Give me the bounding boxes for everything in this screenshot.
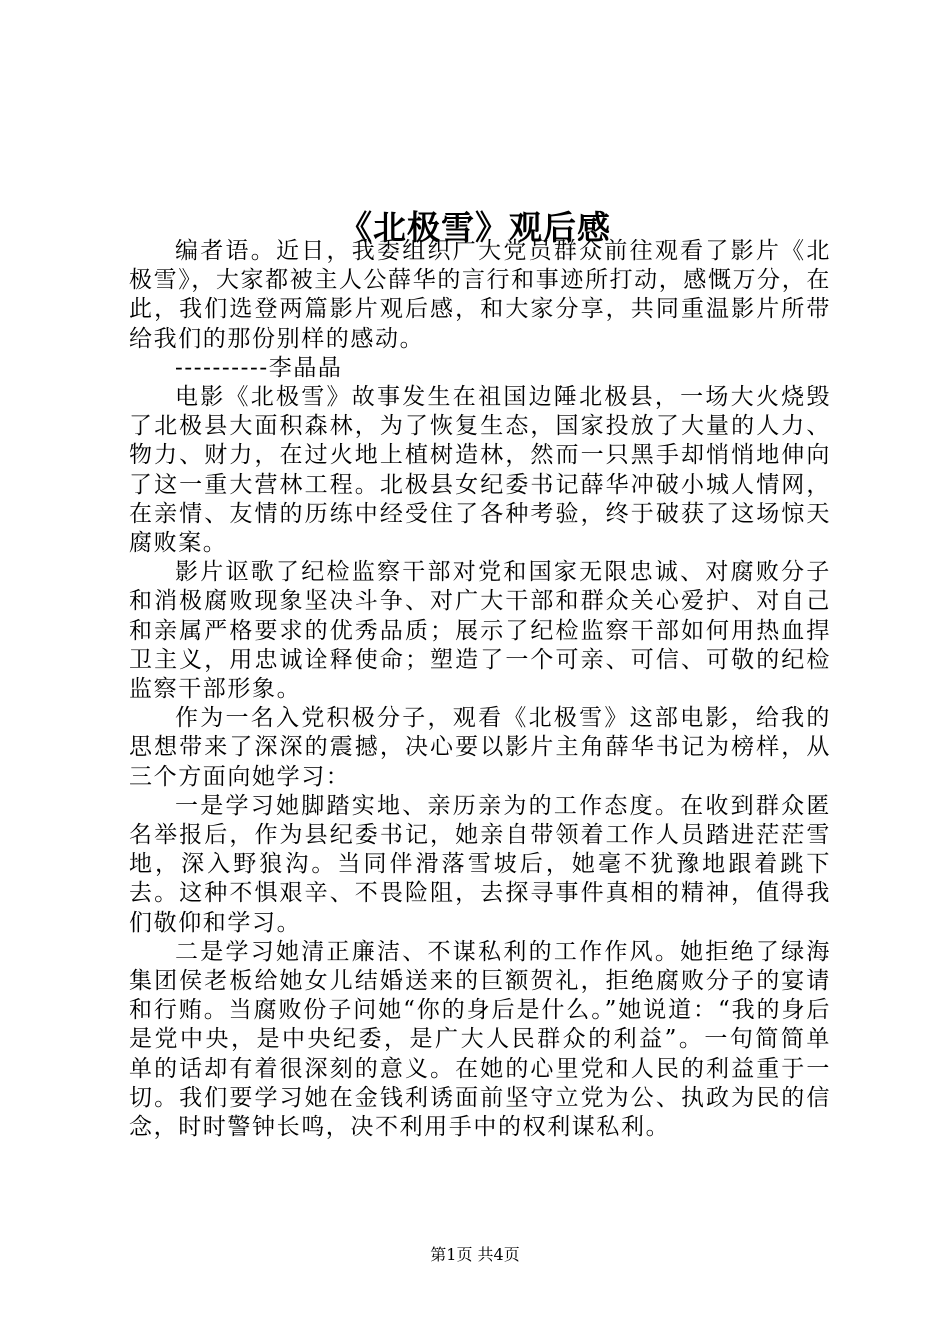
paragraph-personal-reflection: 作为一名入党积极分子，观看《北极雪》这部电影，给我的思想带来了深深的震撼，决心要以影片主角薛华书记为榜样，从三个方面向她学习： [129,705,831,790]
page-number-footer: 第1页 共4页 [430,1245,520,1264]
paragraph-film-praise: 影片讴歌了纪检监察干部对党和国家无限忠诚、对腐败分子和消极腐败现象坚决斗争、对广大干部和群众关心爱护、对自己和亲属严格要求的优秀品质；展示了纪检监察干部如何用热血捍卫主义，用忠诚诠释使命；塑造了一个可亲、可信、可敬的纪检监察干部形象。 [129,559,831,703]
paragraph-author-signature: ----------李晶晶 [175,354,343,381]
document-title: 《北极雪》观后感 [339,208,611,248]
paragraph-editor-note: 编者语。近日，我委组织广大党员群众前往观看了影片《北极雪》，大家都被主人公薛华的言行和事迹所打动，感慨万分，在此，我们选登两篇影片观后感，和大家分享，共同重温影片所带给我们的那份别样的感动。 [129,238,831,352]
document-body [129,237,831,1142]
paragraph-story-summary: 电影《北极雪》故事发生在祖国边陲北极县，一场大火烧毁了北极县大面积森林，为了恢复生态，国家投放了大量的人力、物力、财力，在过火地上植树造林，然而一只黑手却悄悄地伸向了这一重大营林工程。北极县女纪委书记薛华冲破小城人情网，在亲情、友情的历练中经受住了各种考验，终于破获了这场惊天腐败案。 [129,384,831,557]
paragraph-point-two: 二是学习她清正廉洁、不谋私利的工作作风。她拒绝了绿海集团侯老板给她女儿结婚送来的巨额贺礼，拒绝腐败分子的宴请和行贿。当腐败份子问她“你的身后是什么。”她说道：“我的身后是党中央，是中央纪委，是广大人民群众的利益”。一句简简单单的话却有着很深刻的意义。在她的心里党和人民的利益重于一切。我们要学习她在金钱利诱面前坚守立党为公、执政为民的信念，时时警钟长鸣，决不利用手中的权利谋私利。 [129,938,831,1141]
paragraph-point-one: 一是学习她脚踏实地、亲历亲为的工作态度。在收到群众匿名举报后，作为县纪委书记，她亲自带领着工作人员踏进茫茫雪地，深入野狼沟。当同伴滑落雪坡后，她毫不犹豫地跟着跳下去。这种不惧艰辛、不畏险阻，去探寻事件真相的精神，值得我们敬仰和学习。 [129,792,831,936]
